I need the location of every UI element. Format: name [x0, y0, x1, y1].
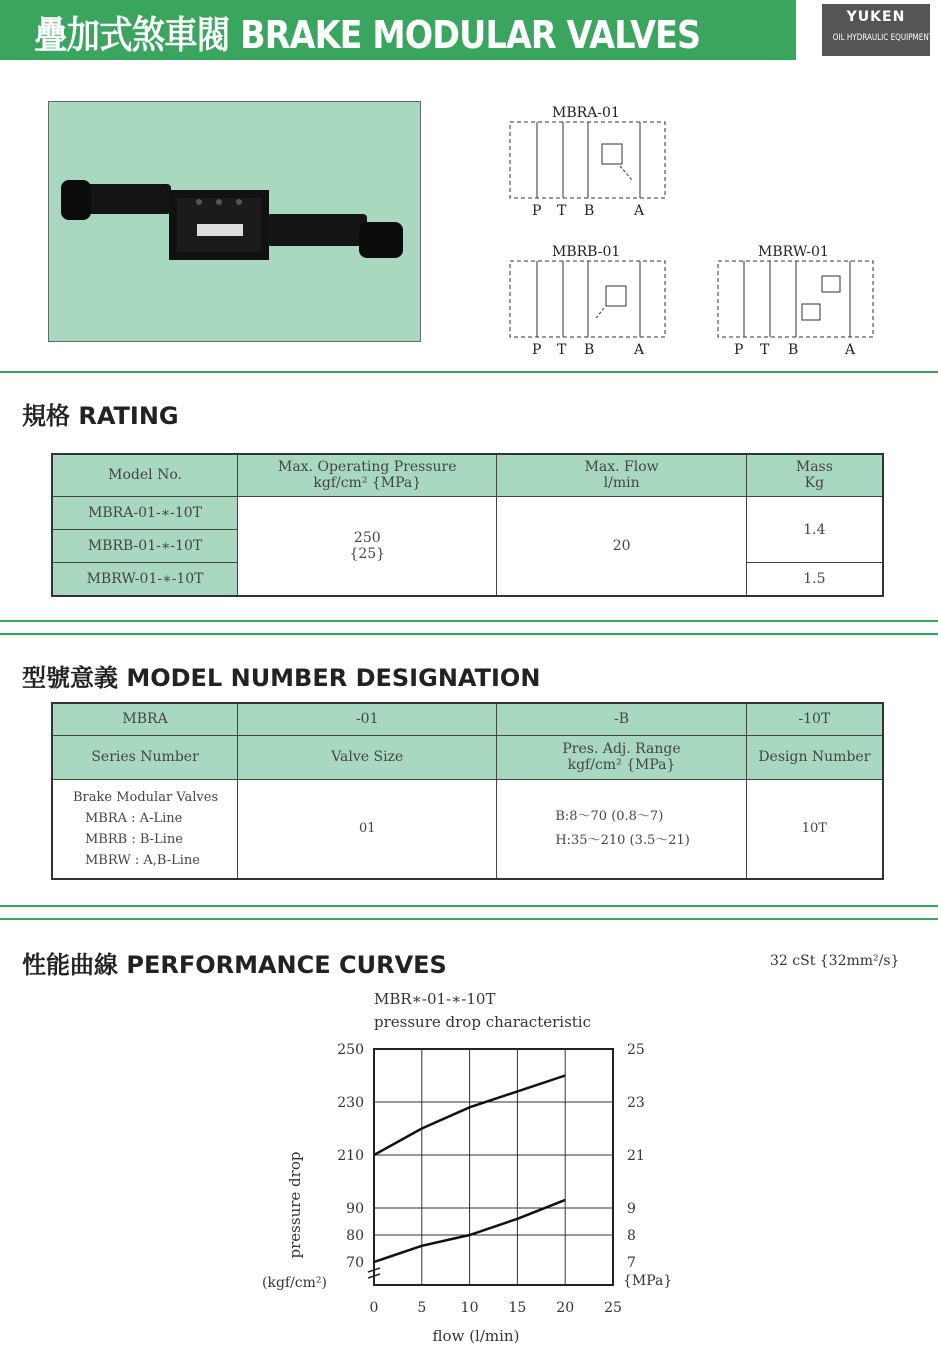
label-series: Series Number: [52, 735, 238, 779]
y-axis-label: pressure drop: [286, 1151, 304, 1259]
yuken-logo: [822, 4, 934, 56]
y-tick-label-left: 80: [346, 1228, 364, 1244]
symbol-mbrw-port-p: P: [734, 342, 744, 358]
page-title: 疊加式煞車閥 BRAKE MODULAR VALVES: [34, 13, 701, 57]
rating-header-flow: Max. Flow l/min: [497, 454, 746, 496]
y-tick-label-right: 8: [627, 1228, 636, 1244]
range-values: B:8～70 (0.8～7) H:35～210 (3.5～21): [497, 779, 746, 879]
rating-mass-ab: 1.4: [746, 496, 883, 562]
x-tick-label: 10: [460, 1300, 479, 1316]
y-tick-label-left: 250: [337, 1042, 364, 1058]
size-value: 01: [238, 779, 497, 879]
symbol-mbrb-port-p: P: [532, 342, 542, 358]
symbol-mbrb-title: MBRB-01: [552, 244, 621, 260]
x-tick-label: 25: [604, 1300, 622, 1316]
code-series: MBRA: [52, 703, 238, 735]
symbol-mbrw-port-b: B: [788, 342, 799, 358]
rating-model-mbrw: MBRW-01-∗-10T: [52, 563, 238, 596]
x-tick-label: 5: [417, 1300, 427, 1316]
code-design: -10T: [746, 703, 883, 735]
symbol-mbra-port-b: B: [584, 203, 595, 219]
series-list: Brake Modular Valves MBRA : A-Line MBRB : B-Line MBRW : A,B-Line: [52, 779, 238, 879]
label-range: Pres. Adj. Range kgf/cm² {MPa}: [497, 735, 746, 779]
rating-header-model: Model No.: [52, 454, 238, 496]
code-size: -01: [238, 703, 497, 735]
y-unit-right: {MPa}: [623, 1273, 673, 1289]
x-axis-label: flow (l/min): [432, 1327, 520, 1345]
symbol-mbrw-title: MBRW-01: [758, 244, 829, 260]
y-tick-label-right: 9: [627, 1201, 636, 1217]
y-tick-label-left: 70: [346, 1255, 364, 1271]
rating-model-mbra: MBRA-01-∗-10T: [52, 496, 238, 529]
performance-section-title: 性能曲線 PERFORMANCE CURVES: [22, 951, 447, 979]
divider: [0, 620, 938, 622]
designation-table: [51, 702, 884, 880]
chart-subtitle-model: MBR∗-01-∗-10T: [374, 990, 496, 1008]
plot-frame: [374, 1049, 613, 1285]
designation-section-title: 型號意義 MODEL NUMBER DESIGNATION: [22, 664, 541, 692]
rating-mass-w: 1.5: [746, 563, 883, 596]
rating-header-pressure: Max. Operating Pressure kgf/cm² {MPa}: [238, 454, 497, 496]
divider: [0, 918, 938, 920]
y-tick-label-left: 230: [337, 1095, 364, 1111]
rating-header-mass: Mass Kg: [746, 454, 883, 496]
design-value: 10T: [746, 779, 883, 879]
logo-subtitle: OIL HYDRAULIC EQUIPMENT: [832, 33, 934, 43]
symbol-mbra-port-t: T: [557, 203, 567, 219]
symbol-mbrb-port-b: B: [584, 342, 595, 358]
x-tick-label: 20: [556, 1300, 575, 1316]
chart-subtitle-desc: pressure drop characteristic: [374, 1013, 592, 1031]
product-photo: [48, 101, 421, 342]
rating-flow-cell: 20: [497, 496, 746, 596]
hydraulic-symbols: [500, 100, 900, 360]
symbol-mbrb-port-t: T: [557, 342, 567, 358]
valve-illustration: [49, 102, 420, 341]
label-size: Valve Size: [238, 735, 497, 779]
y-tick-label-left: 210: [337, 1148, 364, 1164]
x-tick-label: 0: [369, 1300, 379, 1316]
divider: [0, 633, 938, 635]
symbol-mbrb-port-a: A: [634, 342, 645, 358]
rating-section-title: 規格 RATING: [22, 402, 179, 430]
divider: [0, 905, 938, 907]
y-tick-label-right: 25: [627, 1042, 645, 1058]
logo-brand: YUKEN: [846, 9, 906, 25]
symbol-mbra-port-p: P: [532, 203, 542, 219]
rating-pressure-cell: 250 {25}: [238, 496, 497, 596]
y-tick-label-right: 21: [627, 1148, 645, 1164]
symbol-mbra-title: MBRA-01: [552, 105, 620, 121]
symbol-mbra-port-a: A: [634, 203, 645, 219]
divider: [0, 371, 938, 373]
symbol-mbrw-port-a: A: [845, 342, 856, 358]
y-tick-label-left: 90: [346, 1201, 364, 1217]
series-line-1: [374, 1076, 565, 1156]
y-tick-label-right: 23: [627, 1095, 645, 1111]
symbol-mbrw-port-t: T: [760, 342, 770, 358]
rating-table: [51, 453, 884, 597]
y-tick-label-right: 7: [627, 1255, 636, 1271]
axis-break-mark: [368, 1268, 380, 1278]
rating-model-mbrb: MBRB-01-∗-10T: [52, 530, 238, 563]
y-unit-left: (kgf/cm²): [262, 1275, 327, 1291]
label-design: Design Number: [746, 735, 883, 779]
series-line-2: [374, 1200, 565, 1262]
code-range: -B: [497, 703, 746, 735]
viscosity-label: 32 cSt {32mm²/s}: [770, 953, 900, 969]
x-tick-label: 15: [508, 1300, 527, 1316]
